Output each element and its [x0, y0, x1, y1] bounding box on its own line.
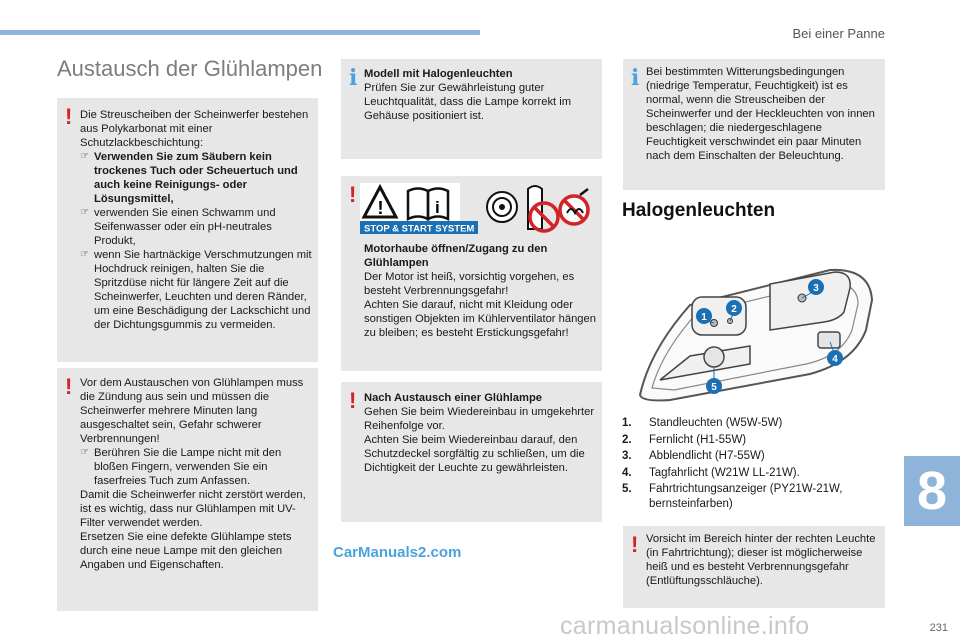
footer-watermark: carmanualsonline.info: [560, 612, 810, 640]
warning-icon: !: [349, 388, 357, 413]
note-right-lamp-hot: [623, 526, 885, 608]
warning-icon: !: [631, 532, 639, 557]
svg-text:5: 5: [711, 382, 717, 393]
info-icon: i: [349, 65, 358, 91]
bulb-list: [622, 416, 882, 513]
box1-bullet-2: ☞ verwenden Sie einen Schwamm und Seifenwasser oder ein pH-neutrales Produkt,: [80, 206, 312, 248]
page-title: Austausch der Glühlampen: [57, 56, 323, 81]
carmanuals-watermark: CarManuals2.com: [333, 544, 462, 561]
halogen-heading: Halogenleuchten: [622, 200, 776, 221]
list-item: 4. Tagfahrlicht (W21W LL-21W).: [622, 466, 800, 479]
svg-text:3: 3: [813, 283, 819, 294]
note-after-replacement: [341, 382, 602, 522]
svg-text:2: 2: [731, 304, 737, 315]
svg-text:!: !: [377, 198, 384, 218]
box7-text: Vorsicht im Bereich hinter der rechten Leuchte (in Fahrtrichtung); dieser ist möglicherweise heiß und es besteht Verbrennungsgefahr (Entlüftungsschläuche).: [646, 533, 876, 587]
fan-spiral-icon: [487, 192, 517, 222]
stop-start-label: STOP & START SYSTEM: [364, 223, 475, 235]
callout-3: [808, 279, 824, 295]
svg-text:4: 4: [832, 354, 838, 365]
callout-2: [726, 300, 742, 316]
chapter-tab: 8: [904, 456, 960, 526]
note-halogen-model: [341, 59, 602, 159]
box1-bullet-1: ☞ Verwenden Sie zum Säubern kein trockenes Tuch oder Scheuertuch und auch keine Reinigungs- oder Lösungsmittel,: [80, 150, 312, 206]
box5-text-1: Gehen Sie beim Wiedereinbau in umgekehrter Reihenfolge vor.: [364, 406, 595, 432]
info-icon: i: [631, 65, 640, 91]
list-item: 1. Standleuchten (W5W-5W): [622, 417, 783, 429]
warning-icon: !: [349, 182, 357, 207]
header-accent-bar: [0, 30, 480, 35]
box4-text-2: Achten Sie darauf, nicht mit Kleidung oder sonstigen Objekten im Kühlerventilator hängen zu bleiben; es besteht Erstickungsgefahr!: [364, 299, 596, 339]
hot-burn-icon: [560, 189, 588, 224]
list-item: 2. Fernlicht (H1-55W): [622, 433, 747, 446]
section-title: Bei einer Panne: [792, 26, 885, 41]
headlamp-illustration: [630, 260, 880, 405]
box4-title: Motorhaube öffnen/Zugang zu den Glühlampen: [364, 243, 548, 269]
box4-text-1: Der Motor ist heiß, vorsichtig vorgehen, es besteht Verbrennungsgefahr!: [364, 271, 575, 297]
callout-4: [827, 350, 843, 366]
note-condensation: [623, 59, 885, 190]
box5-title: Nach Austausch einer Glühlampe: [364, 392, 543, 404]
page-number: 231: [929, 622, 948, 634]
box2-text-3: Ersetzen Sie eine defekte Glühlampe stets durch eine neue Lampe mit den gleichen Angaben und Eigenschaften.: [80, 531, 292, 571]
callout-1: [696, 308, 712, 324]
warning-icon: !: [65, 104, 73, 129]
svg-text:1: 1: [701, 312, 707, 323]
note-polycarbonate: [57, 98, 318, 362]
box1-bullet-3: ☞ wenn Sie hartnäckige Verschmutzungen mit Hochdruck reinigen, halten Sie die Spritzdüse nicht für längere Zeit auf die Scheinwerfer, Leuchten und deren Ränder, um eine Beschädigung der Lackschicht und der Dichtungsgummis zu vermeiden.: [80, 248, 312, 332]
list-item: 3. Abblendlicht (H7-55W): [622, 450, 765, 462]
svg-text:i: i: [435, 198, 440, 217]
box2-bullet-1: ☞ Berühren Sie die Lampe nicht mit den bloßen Fingern, verwenden Sie ein faserfreies Tuch zum Anfassen.: [80, 446, 312, 488]
box5-text-2: Achten Sie beim Wiedereinbau darauf, den Schutzdeckel sorgfältig zu schließen, um die Dichtigkeit der Leuchte zu gewährleisten.: [364, 434, 585, 474]
box6-text: Bei bestimmten Witterungsbedingungen (niedrige Temperatur, Feuchtigkeit) ist es normal, wenn die Streuscheiben der Scheinwerfer und der Heckleuchten von innen beschlagen; die niedergeschlagene Feuchtigkeit verschwindet ein paar Minuten nach dem Einschalten der Beleuchtung.: [646, 66, 875, 162]
box2-text-2: Damit die Scheinwerfer nicht zerstört werden, ist es wichtig, dass nur Glühlampen mit UV-Filter verwendet werden.: [80, 489, 306, 529]
safety-pictograms: [360, 183, 592, 238]
box3-title: Modell mit Halogenleuchten: [364, 68, 513, 80]
box1-intro: Die Streuscheiben der Scheinwerfer bestehen aus Polykarbonat mit einer Schutzlackbeschichtung:: [80, 109, 309, 149]
note-before-replacement: [57, 368, 318, 611]
warning-icon: !: [65, 374, 73, 399]
callout-5: [706, 378, 722, 394]
box3-text: Prüfen Sie zur Gewährleistung guter Leuchtqualität, dass die Lampe korrekt im Gehäuse positioniert ist.: [364, 82, 572, 122]
no-hand-icon: [528, 186, 558, 231]
box2-text-1: Vor dem Austauschen von Glühlampen muss die Zündung aus sein und müssen die Scheinwerfer mehrere Minuten lang ausgeschaltet sein, Gefahr schwerer Verbrennungen!: [80, 377, 304, 445]
list-item: 5. Fahrtrichtungsanzeiger (PY21W-21W, bernsteinfarben): [622, 483, 843, 510]
